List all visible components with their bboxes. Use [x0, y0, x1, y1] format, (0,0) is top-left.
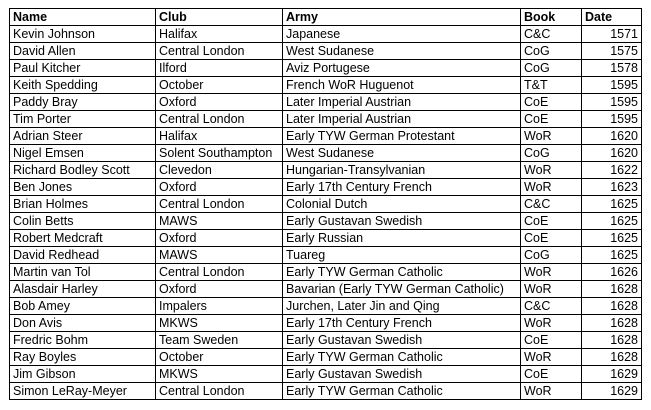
- cell-date: 1628: [582, 298, 642, 315]
- cell-date: 1575: [582, 43, 642, 60]
- cell-army: Aviz Portugese: [283, 60, 521, 77]
- table-row: [10, 230, 642, 247]
- cell-name: Bob Amey: [10, 298, 156, 315]
- army-list-table: [9, 8, 642, 400]
- table-row: [10, 77, 642, 94]
- table-row: [10, 60, 642, 77]
- table-row: [10, 281, 642, 298]
- cell-army: Early Gustavan Swedish: [283, 213, 521, 230]
- table-row: [10, 247, 642, 264]
- cell-date: 1623: [582, 179, 642, 196]
- header-army: Army: [283, 9, 521, 26]
- cell-name: Nigel Emsen: [10, 145, 156, 162]
- cell-book: WoR: [521, 383, 582, 400]
- cell-army: Later Imperial Austrian: [283, 111, 521, 128]
- cell-book: CoG: [521, 60, 582, 77]
- cell-date: 1629: [582, 366, 642, 383]
- cell-club: Ilford: [156, 60, 283, 77]
- cell-date: 1620: [582, 145, 642, 162]
- cell-army: West Sudanese: [283, 43, 521, 60]
- cell-club: Solent Southampton: [156, 145, 283, 162]
- cell-club: Oxford: [156, 230, 283, 247]
- cell-book: T&T: [521, 77, 582, 94]
- cell-book: CoG: [521, 43, 582, 60]
- table-row: [10, 383, 642, 400]
- cell-name: Keith Spedding: [10, 77, 156, 94]
- table-row: [10, 162, 642, 179]
- cell-club: Central London: [156, 196, 283, 213]
- header-book: Book: [521, 9, 582, 26]
- cell-club: October: [156, 77, 283, 94]
- table-row: [10, 111, 642, 128]
- cell-name: Ray Boyles: [10, 349, 156, 366]
- table-row: [10, 366, 642, 383]
- table-row: [10, 213, 642, 230]
- cell-army: Hungarian-Transylvanian: [283, 162, 521, 179]
- cell-name: Paddy Bray: [10, 94, 156, 111]
- cell-date: 1625: [582, 230, 642, 247]
- cell-name: Simon LeRay-Meyer: [10, 383, 156, 400]
- cell-army: Early 17th Century French: [283, 179, 521, 196]
- cell-date: 1595: [582, 94, 642, 111]
- header-club: Club: [156, 9, 283, 26]
- table-row: [10, 315, 642, 332]
- cell-name: Robert Medcraft: [10, 230, 156, 247]
- cell-book: WoR: [521, 264, 582, 281]
- cell-army: Bavarian (Early TYW German Catholic): [283, 281, 521, 298]
- cell-book: WoR: [521, 128, 582, 145]
- cell-army: Early Gustavan Swedish: [283, 332, 521, 349]
- cell-club: MKWS: [156, 315, 283, 332]
- cell-name: David Redhead: [10, 247, 156, 264]
- table-row: [10, 332, 642, 349]
- cell-date: 1571: [582, 26, 642, 43]
- cell-club: Central London: [156, 43, 283, 60]
- cell-name: David Allen: [10, 43, 156, 60]
- cell-club: MAWS: [156, 213, 283, 230]
- cell-book: WoR: [521, 162, 582, 179]
- cell-name: Colin Betts: [10, 213, 156, 230]
- cell-army: Later Imperial Austrian: [283, 94, 521, 111]
- table-row: [10, 94, 642, 111]
- cell-book: WoR: [521, 179, 582, 196]
- cell-date: 1629: [582, 383, 642, 400]
- cell-date: 1595: [582, 111, 642, 128]
- cell-book: CoG: [521, 247, 582, 264]
- cell-book: CoE: [521, 230, 582, 247]
- cell-name: Tim Porter: [10, 111, 156, 128]
- cell-club: Team Sweden: [156, 332, 283, 349]
- cell-club: Halifax: [156, 26, 283, 43]
- cell-club: Halifax: [156, 128, 283, 145]
- header-date: Date: [582, 9, 642, 26]
- cell-book: WoR: [521, 281, 582, 298]
- cell-name: Don Avis: [10, 315, 156, 332]
- cell-club: Central London: [156, 111, 283, 128]
- cell-date: 1628: [582, 281, 642, 298]
- cell-date: 1595: [582, 77, 642, 94]
- cell-club: Oxford: [156, 94, 283, 111]
- cell-book: WoR: [521, 315, 582, 332]
- cell-club: Central London: [156, 383, 283, 400]
- cell-book: CoE: [521, 366, 582, 383]
- cell-book: CoE: [521, 213, 582, 230]
- cell-name: Ben Jones: [10, 179, 156, 196]
- table-row: [10, 26, 642, 43]
- table-body: [10, 26, 642, 400]
- cell-name: Fredric Bohm: [10, 332, 156, 349]
- table-row: [10, 179, 642, 196]
- cell-club: MAWS: [156, 247, 283, 264]
- cell-name: Adrian Steer: [10, 128, 156, 145]
- cell-club: Oxford: [156, 179, 283, 196]
- cell-date: 1628: [582, 349, 642, 366]
- cell-club: Clevedon: [156, 162, 283, 179]
- header-row: [10, 9, 642, 26]
- cell-date: 1628: [582, 315, 642, 332]
- cell-name: Kevin Johnson: [10, 26, 156, 43]
- cell-army: West Sudanese: [283, 145, 521, 162]
- cell-date: 1578: [582, 60, 642, 77]
- cell-army: Tuareg: [283, 247, 521, 264]
- cell-army: Early TYW German Catholic: [283, 264, 521, 281]
- cell-name: Paul Kitcher: [10, 60, 156, 77]
- table-row: [10, 196, 642, 213]
- cell-army: Early Russian: [283, 230, 521, 247]
- cell-book: C&C: [521, 196, 582, 213]
- cell-book: CoE: [521, 332, 582, 349]
- table-row: [10, 145, 642, 162]
- cell-date: 1620: [582, 128, 642, 145]
- table-row: [10, 298, 642, 315]
- cell-name: Richard Bodley Scott: [10, 162, 156, 179]
- cell-club: October: [156, 349, 283, 366]
- table-row: [10, 349, 642, 366]
- cell-name: Jim Gibson: [10, 366, 156, 383]
- cell-book: CoE: [521, 94, 582, 111]
- cell-book: CoE: [521, 111, 582, 128]
- cell-name: Brian Holmes: [10, 196, 156, 213]
- cell-club: Oxford: [156, 281, 283, 298]
- cell-army: French WoR Huguenot: [283, 77, 521, 94]
- cell-name: Martin van Tol: [10, 264, 156, 281]
- cell-date: 1625: [582, 247, 642, 264]
- cell-book: CoG: [521, 145, 582, 162]
- cell-book: WoR: [521, 349, 582, 366]
- cell-date: 1628: [582, 332, 642, 349]
- cell-date: 1622: [582, 162, 642, 179]
- cell-army: Colonial Dutch: [283, 196, 521, 213]
- cell-date: 1625: [582, 213, 642, 230]
- cell-club: Impalers: [156, 298, 283, 315]
- cell-club: Central London: [156, 264, 283, 281]
- cell-army: Early Gustavan Swedish: [283, 366, 521, 383]
- cell-army: Early TYW German Catholic: [283, 383, 521, 400]
- table-row: [10, 43, 642, 60]
- table-row: [10, 264, 642, 281]
- cell-army: Early 17th Century French: [283, 315, 521, 332]
- cell-date: 1626: [582, 264, 642, 281]
- header-name: Name: [10, 9, 156, 26]
- cell-name: Alasdair Harley: [10, 281, 156, 298]
- cell-army: Jurchen, Later Jin and Qing: [283, 298, 521, 315]
- cell-army: Early TYW German Protestant: [283, 128, 521, 145]
- table-row: [10, 128, 642, 145]
- cell-army: Early TYW German Catholic: [283, 349, 521, 366]
- cell-club: MKWS: [156, 366, 283, 383]
- cell-book: C&C: [521, 298, 582, 315]
- cell-date: 1625: [582, 196, 642, 213]
- cell-book: C&C: [521, 26, 582, 43]
- cell-army: Japanese: [283, 26, 521, 43]
